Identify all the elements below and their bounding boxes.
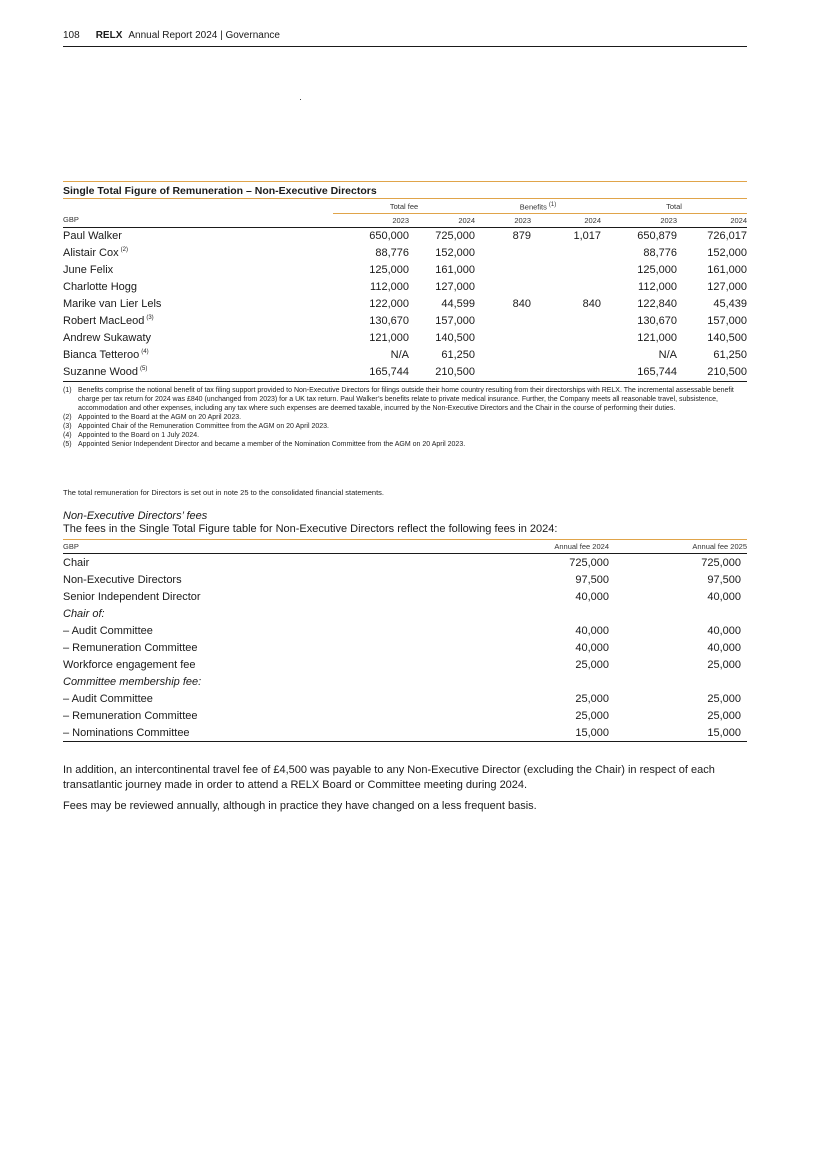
amount-cell: 157,000 xyxy=(707,315,747,327)
table-row xyxy=(63,227,747,245)
amount-cell: 88,776 xyxy=(375,247,409,259)
director-name: Suzanne Wood $^{(5)}$ xyxy=(63,364,333,382)
fee-2025: 15,000 xyxy=(609,724,747,742)
fees-lead: The fees in the Single Total Figure table for Non-Executive Directors reflect the following fees in 2024: xyxy=(63,523,558,535)
amount-cell xyxy=(475,245,531,262)
table-row xyxy=(63,330,747,347)
fee-2024: 40,000 xyxy=(575,624,609,637)
amount-cell: 125,000 xyxy=(369,264,409,276)
director-name: Alistair Cox $^{(2)}$ xyxy=(63,247,128,259)
amount-cell: 122,840 xyxy=(637,298,677,310)
footnote: (3) Appointed Chair of the Remuneration Committee from the AGM on 20 April 2023. xyxy=(63,422,329,430)
amount-cell: 127,000 xyxy=(707,281,747,293)
amount-cell: 122,000 xyxy=(369,298,409,310)
amount-cell: 840 xyxy=(512,298,531,310)
year-header: 2024 xyxy=(531,213,601,227)
table-row xyxy=(63,279,747,296)
fee-2025 xyxy=(609,673,747,690)
fee-label: Workforce engagement fee xyxy=(63,658,196,671)
table-row xyxy=(63,364,747,382)
amount-cell: 165,744 xyxy=(333,364,409,382)
amount-cell: 879 xyxy=(512,230,531,242)
director-name: June Felix xyxy=(63,264,114,276)
director-name: Paul Walker xyxy=(63,230,122,242)
table-row xyxy=(63,296,747,313)
amount-cell: 840 xyxy=(582,298,601,310)
amount-cell xyxy=(475,279,531,296)
group-total-fee: Total fee xyxy=(333,199,475,213)
fee-2024 xyxy=(423,605,609,622)
amount-cell: 44,599 xyxy=(441,298,475,310)
amount-cell: 121,000 xyxy=(369,332,409,344)
body-text xyxy=(63,763,747,820)
amount-cell: 130,670 xyxy=(637,315,677,327)
page-header xyxy=(63,30,747,47)
fees-table xyxy=(63,539,747,742)
table-row xyxy=(63,605,747,622)
amount-cell: 121,000 xyxy=(637,332,677,344)
amount-cell: 161,000 xyxy=(435,264,475,276)
amount-cell: 161,000 xyxy=(707,264,747,276)
fee-review-paragraph: Fees may be reviewed annually, although in practice they have changed on a less frequent basis. xyxy=(63,800,537,812)
fees-col-2024: Annual fee 2024 xyxy=(423,540,609,554)
fee-2024: 25,000 xyxy=(575,692,609,705)
amount-cell xyxy=(531,245,601,262)
table-row xyxy=(63,622,747,639)
table-row xyxy=(63,707,747,724)
amount-cell xyxy=(531,347,601,364)
amount-cell: 152,000 xyxy=(435,247,475,259)
director-name: Bianca Tetteroo $^{(4)}$ xyxy=(63,349,149,361)
travel-fee-paragraph: In addition, an intercontinental travel fee of £4,500 was payable to any Non-Executive Director (excluding the Chair) in respect of each transatlantic journey made in order to attend a RELX Board or Committee meeting during 2024. xyxy=(63,764,715,791)
amount-cell: 157,000 xyxy=(435,315,475,327)
amount-cell xyxy=(531,313,601,330)
year-header: 2023 xyxy=(475,213,531,227)
footnote: (4) Appointed to the Board on 1 July 2024. xyxy=(63,431,200,439)
page-number: 108 xyxy=(63,30,80,41)
fee-2025 xyxy=(609,605,747,622)
fee-2025: 25,000 xyxy=(707,709,741,722)
director-name: Andrew Sukawaty xyxy=(63,332,152,344)
report-title: Annual Report 2024 | Governance xyxy=(128,30,280,41)
amount-cell: 112,000 xyxy=(370,281,409,293)
amount-cell: N/A xyxy=(390,349,409,361)
footnote: (2) Appointed to the Board at the AGM on 20 April 2023. xyxy=(63,413,242,421)
fee-label: Chair of: xyxy=(63,607,105,620)
fee-2024: 40,000 xyxy=(575,590,609,603)
fee-2025: 725,000 xyxy=(701,556,741,569)
amount-cell: N/A xyxy=(658,349,677,361)
year-header: 2023 xyxy=(333,213,409,227)
fee-2025: 40,000 xyxy=(707,624,741,637)
total-remuneration-note: The total remuneration for Directors is set out in note 25 to the consolidated financial statements. xyxy=(63,488,385,497)
table-row xyxy=(63,245,747,262)
table-row xyxy=(63,724,747,742)
fee-2024 xyxy=(423,673,609,690)
table-row xyxy=(63,588,747,605)
amount-cell xyxy=(531,330,601,347)
amount-cell xyxy=(475,364,531,382)
amount-cell xyxy=(531,364,601,382)
fee-2025: 40,000 xyxy=(707,590,741,603)
fee-2024: 25,000 xyxy=(575,658,609,671)
fee-label: – Remuneration Committee xyxy=(63,641,198,654)
fee-label: Non-Executive Directors xyxy=(63,573,182,586)
remuneration-table xyxy=(63,199,747,382)
fee-2025: 40,000 xyxy=(707,641,741,654)
fee-2024: 15,000 xyxy=(423,724,609,742)
amount-cell: 45,439 xyxy=(713,298,747,310)
footnote: (1) Benefits comprise the notional benefit of tax filing support provided to Non-Executive Directors for filings outside their home country resulting from their directorships with RELX. The incremental assessable benefit charge per tax return for 2024 was £840 (unchanged from 2023) for a UK tax return. Paul Walker’s benefits relate to private medical insurance. Further, the Company meets all reasonable travel, subsistence, accommodation and other expenses, including any tax where such expenses are deemed taxable, incurred by the Non-Executive Directors and the Chair in the course of performing their duties. xyxy=(63,386,734,412)
table-row xyxy=(63,347,747,364)
year-header: 2024 xyxy=(677,213,747,227)
amount-cell: 127,000 xyxy=(435,281,475,293)
fee-2024: 40,000 xyxy=(575,641,609,654)
amount-cell: 112,000 xyxy=(638,281,677,293)
fee-label: – Remuneration Committee xyxy=(63,709,198,722)
table-row xyxy=(63,262,747,279)
amount-cell xyxy=(475,262,531,279)
table-row xyxy=(63,690,747,707)
amount-cell: 650,879 xyxy=(637,230,677,242)
amount-cell: 61,250 xyxy=(713,349,747,361)
amount-cell: 210,500 xyxy=(409,364,475,382)
table-row xyxy=(63,571,747,588)
director-name: Robert MacLeod $^{(3)}$ xyxy=(63,315,154,327)
remuneration-section xyxy=(63,181,747,449)
table-row xyxy=(63,313,747,330)
amount-cell xyxy=(475,347,531,364)
amount-cell: 1,017 xyxy=(573,230,601,242)
amount-cell: 165,744 xyxy=(601,364,677,382)
fees-section xyxy=(63,510,747,742)
amount-cell xyxy=(531,279,601,296)
table-row xyxy=(63,639,747,656)
fee-label: – Nominations Committee xyxy=(63,724,423,742)
fees-currency-label: GBP xyxy=(63,540,423,554)
amount-cell: 140,500 xyxy=(707,332,747,344)
amount-cell: 130,670 xyxy=(369,315,409,327)
fee-2025: 97,500 xyxy=(707,573,741,586)
year-header: 2024 xyxy=(409,213,475,227)
fees-col-2025: Annual fee 2025 xyxy=(609,540,747,554)
fee-2025: 25,000 xyxy=(707,658,741,671)
year-header: 2023 xyxy=(601,213,677,227)
fee-label: Chair xyxy=(63,556,90,569)
amount-cell: 125,000 xyxy=(637,264,677,276)
amount-cell: 725,000 xyxy=(435,230,475,242)
fee-2025: 25,000 xyxy=(707,692,741,705)
amount-cell: 61,250 xyxy=(441,349,475,361)
amount-cell: 726,017 xyxy=(707,230,747,242)
table-row xyxy=(63,656,747,673)
group-benefits: Benefits $^{(1)}$ xyxy=(475,199,601,213)
table-row xyxy=(63,554,747,572)
director-name: Marike van Lier Lels xyxy=(63,298,162,310)
amount-cell xyxy=(531,262,601,279)
table-row xyxy=(63,673,747,690)
footnote: (5) Appointed Senior Independent Director and became a member of the Nomination Committee from the AGM on 20 April 2023. xyxy=(63,440,466,448)
group-total: Total xyxy=(601,199,747,213)
remuneration-title: Single Total Figure of Remuneration – Non-Executive Directors xyxy=(63,182,747,199)
amount-cell: 140,500 xyxy=(435,332,475,344)
currency-label: GBP xyxy=(63,213,333,227)
fee-label: Committee membership fee: xyxy=(63,675,202,688)
fees-subtitle: Non-Executive Directors’ fees xyxy=(63,510,208,522)
amount-cell: 152,000 xyxy=(707,247,747,259)
amount-cell xyxy=(475,330,531,347)
brand-name: RELX xyxy=(95,30,123,41)
fee-label: – Audit Committee xyxy=(63,692,153,705)
fee-2024: 725,000 xyxy=(569,556,609,569)
fee-label: – Audit Committee xyxy=(63,624,153,637)
stray-dot xyxy=(300,99,301,100)
amount-cell: 650,000 xyxy=(369,230,409,242)
amount-cell: 88,776 xyxy=(643,247,677,259)
director-name: Charlotte Hogg xyxy=(63,281,137,293)
amount-cell: 210,500 xyxy=(677,364,747,382)
amount-cell xyxy=(475,313,531,330)
fee-2024: 97,500 xyxy=(575,573,609,586)
fee-label: Senior Independent Director xyxy=(63,590,201,603)
footnotes xyxy=(63,386,747,449)
fee-2024: 25,000 xyxy=(575,709,609,722)
